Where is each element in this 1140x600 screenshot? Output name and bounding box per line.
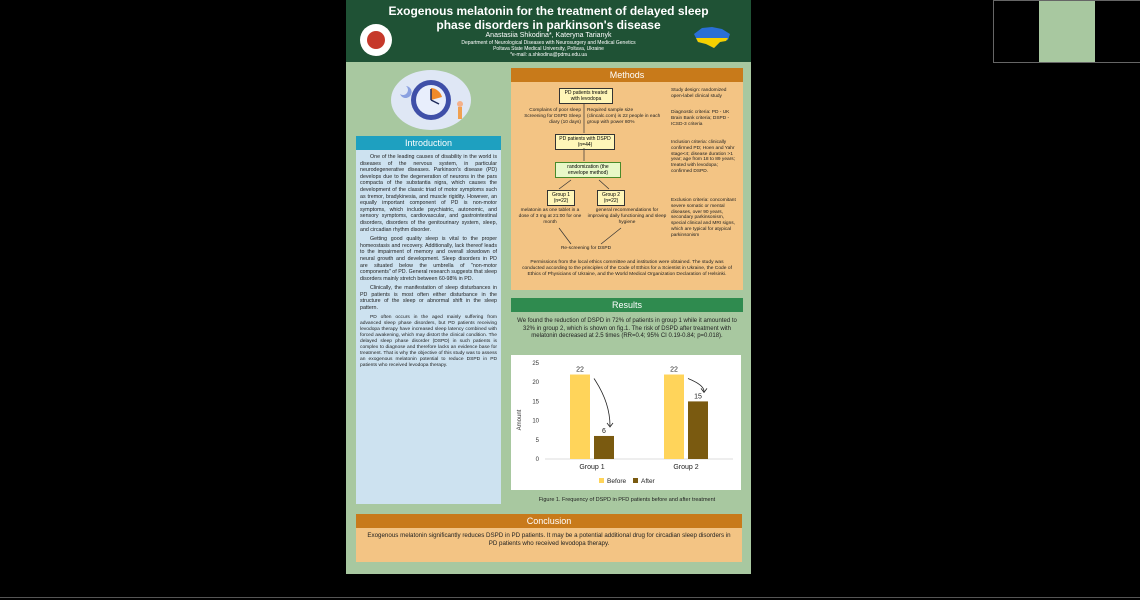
poster-header — [346, 0, 751, 62]
chart-bar — [570, 375, 590, 459]
flow-box-group2: Group 2 (n=22) — [597, 190, 625, 206]
chart-bar — [664, 375, 684, 459]
y-tick-label: 15 — [532, 399, 539, 406]
figure-caption: Figure 1. Frequency of DSPD in PFD patients before and after treatment — [538, 497, 716, 503]
x-tick-label: Group 1 — [579, 464, 605, 471]
y-tick-label: 25 — [532, 361, 539, 367]
study-design-text: Study design: randomized open-label clinical study — [671, 88, 727, 99]
results-text: We found the reduction of DSPD in 72% of patients in group 1 while it amounted to 32% in group 2, which is shown on fig.1. The risk of DSPD after treatment with melatonin decreased at 2.5 times (RR=0.4; 95% CI 0.19-0.84; p=0.018). — [517, 318, 737, 339]
results-heading: Results — [511, 298, 743, 312]
conclusion-text: Exogenous melatonin significantly reduces DSPD in PD patients. It may be a potential additional drug for circadian sleep disorders in PD patients who received levodopa therapy. — [367, 532, 731, 547]
y-tick-label: 10 — [532, 418, 539, 425]
y-tick-label: 0 — [535, 457, 539, 463]
flow-box-randomization: randomization (the envelope method) — [555, 162, 621, 178]
university-logo-icon — [360, 24, 392, 56]
flowchart-arrows — [511, 68, 671, 258]
flow-group2-text: general recommendations for improving daily functioning and sleep hygiene — [587, 208, 667, 225]
legend-swatch — [599, 478, 604, 483]
introduction-heading: Introduction — [356, 136, 501, 150]
diagnostic-criteria-text: Diagnostic criteria: PD - UK Brain Bank criteria; DSPD - ICSD-3 criteria — [671, 110, 730, 127]
reduction-arrow — [594, 379, 610, 426]
data-label: 6 — [602, 427, 606, 435]
legend-label: Before — [607, 478, 627, 485]
thumbnail-preview — [1039, 1, 1095, 62]
y-axis-label: Amount — [517, 409, 523, 431]
poster-email: *e-mail: a.shkodina@pdmu.edu.ua — [510, 52, 587, 58]
flow-sample-size-text: Required sample size (clincalc.com) is 22 people in each group with power 80% — [587, 108, 661, 125]
conclusion-panel — [356, 514, 742, 562]
inclusion-criteria-text: Inclusion criteria: clinically confirmed PD; Hoen and Yahr stage<4; disease duration >1 year; age from 18 to 89 years; treated with levodopa; confirmed DSPD. — [671, 140, 735, 174]
data-label: 22 — [670, 366, 678, 374]
bottom-divider — [0, 597, 1140, 598]
flow-box-dspd: PD patients with DSPD (n=44) — [555, 134, 615, 150]
poster — [346, 0, 751, 574]
intro-paragraph: One of the leading causes of disability in the world is diseases of the nervous system, in particular neurodegenerative diseases. Parkinson's disease (PD) develops due to the degeneration of neurons in the pars compacta of the substantia nigra, which causes the development of the classic triad of motor symptoms such as tremor, bradykinesia, and muscle rigidity. However, an equally important component of PD is non-motor symptoms, which include psychiatric, autonomic, and sensory symptoms, cardiovascular, and gastrointestinal disorders, disorders of the genitourinary system, sleep, and circadian rhythm disorder. — [360, 154, 497, 233]
flow-group1-text: melatonin as one tablet in a dose of 3 mg at 21:00 for one month — [518, 208, 582, 225]
sleep-clock-illustration-icon — [386, 64, 476, 134]
conclusion-heading: Conclusion — [356, 514, 742, 528]
flow-box-group1: Group 1 (n=22) — [547, 190, 575, 206]
ukraine-map-icon — [692, 22, 732, 52]
y-tick-label: 20 — [532, 380, 539, 387]
chart-bar — [594, 436, 614, 459]
legend-label: After — [641, 478, 655, 485]
flow-screening-text: Complains of poor sleep Screening for DSPD Sleep diary (10 days) — [524, 108, 581, 125]
bar-chart — [511, 355, 741, 490]
exclusion-criteria-text: Exclusion criteria: concomitant severe somatic or mental diseases, over 90 years, secondary parkinsonism, special clinical and MRI signs, which are typical for atypical parkinsonism — [671, 198, 736, 238]
introduction-panel — [356, 136, 501, 504]
poster-department: Department of Neurological Diseases with Neurosurgery and Medical Genetics — [461, 40, 636, 46]
y-tick-label: 5 — [535, 437, 539, 444]
x-tick-label: Group 2 — [673, 464, 699, 471]
poster-university: Poltava State Medical University, Poltava, Ukraine — [493, 46, 604, 52]
intro-paragraph: Getting good quality sleep is vital to the proper homeostasis and recovery. Additionally, lack thereof leads to the impairment of memory and overall slowdown of neural growth and development. Sleep disorders in PD are situated below the umbrella of "non-motor components" of PD. General research suggests that sleep disorders mainly stretch between 60-98% in PD. — [360, 236, 497, 282]
intro-paragraph: Clinically, the manifestation of sleep disturbances in PD patients is most often either disturbance in the structure of the sleep or abnormal shift in the sleep pattern. — [360, 285, 497, 312]
data-label: 22 — [576, 366, 584, 374]
ethics-text: Permissions from the local ethics committee and institution were obtained. The study was conducted according to the principles of the Code of Ethics for a Scientist in Ukraine, the Code of Ethics of Physicians of Ukraine, and the World Medical Organization Declaration of Helsinki. — [522, 260, 732, 277]
chart-bar — [688, 401, 708, 459]
methods-panel — [511, 68, 743, 290]
flow-box-levodopa: PD patients treated with levodopa — [559, 88, 613, 104]
participant-thumbnail[interactable] — [993, 0, 1140, 63]
data-label: 15 — [694, 393, 702, 401]
intro-paragraph: PD often occurs in the aged mainly suffering from advanced sleep phase disorders, but PD patients receiving levodopa therapy have increased sleep latency combined with forced awakening, which may distort the clinical condition. The delayed sleep phase disorder (DSPD) in such patients is complex to diagnose and therefore lacks an evidence base for treatment. That is why the objective of this study was to assess an exogenous melatonin potential to reduce DSPD in PD patients who received levodopa therapy. — [360, 314, 497, 368]
legend-swatch — [633, 478, 638, 483]
methods-heading: Methods — [511, 68, 743, 82]
results-chart — [511, 355, 741, 490]
flow-rescreening-text: Re-screening for DSPD — [560, 246, 612, 251]
poster-title: Exogenous melatonin for the treatment of delayed sleep phase disorders in parkinson's disease — [388, 4, 709, 32]
poster-authors: Anastasiia Shkodina*, Kateryna Tarianyk — [485, 32, 612, 39]
